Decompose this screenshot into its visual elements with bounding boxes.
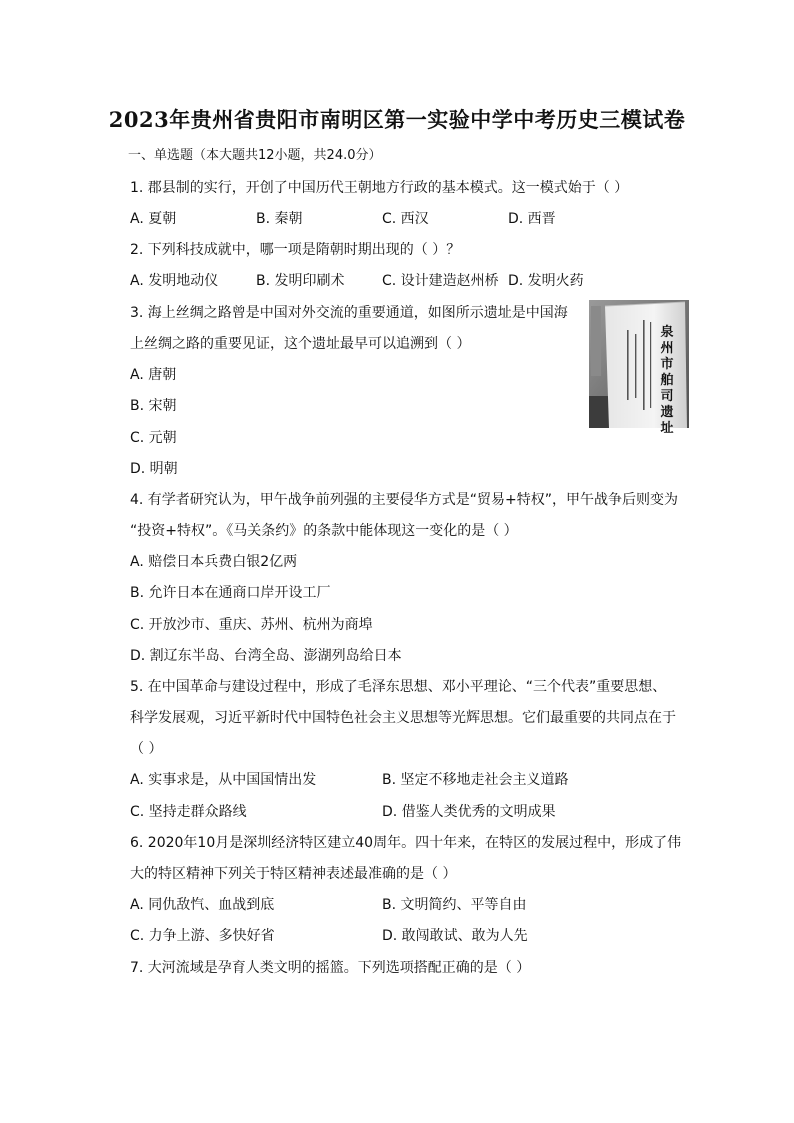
stele-char-4: 舶 bbox=[660, 373, 674, 388]
stele-char-6: 遗 bbox=[660, 405, 674, 420]
stele-inscription bbox=[659, 324, 673, 436]
question-2-stem: 2. 下列科技成就中，哪一项是隋朝时期出现的（ ）？ bbox=[130, 242, 461, 258]
question-4-option-a: A. 赔偿日本兵费白银2亿两 bbox=[130, 554, 298, 570]
question-5-option-d: D. 借鉴人类优秀的文明成果 bbox=[382, 804, 556, 820]
question-4-stem-line-2: “投资+特权”。《马关条约》的条款中能体现这一变化的是（ ） bbox=[130, 523, 518, 539]
stele-char-2: 州 bbox=[660, 341, 674, 356]
page-title: 2023年贵州省贵阳市南明区第一实验中学中考历史三模试卷 bbox=[108, 107, 686, 132]
section-heading: 一、单选题（本大题共12小题，共24.0分） bbox=[128, 148, 382, 163]
question-3-option-d: D. 明朝 bbox=[130, 461, 178, 477]
question-1-option-d: D. 西晋 bbox=[508, 211, 556, 227]
question-2-option-b: B. 发明印刷术 bbox=[256, 273, 345, 289]
question-3-option-c: C. 元朝 bbox=[130, 430, 177, 446]
question-2-option-c: C. 设计建造赵州桥 bbox=[382, 273, 499, 289]
question-3-stem-line-2: 上丝绸之路的重要见证，这个遗址最早可以追溯到（ ） bbox=[130, 336, 471, 352]
question-6-option-c: C. 力争上游、多快好省 bbox=[130, 928, 275, 944]
question-5-option-a: A. 实事求是，从中国国情出发 bbox=[130, 772, 317, 788]
stele-photo bbox=[589, 300, 689, 436]
stele-char-3: 市 bbox=[660, 357, 674, 372]
question-4-option-b: B. 允许日本在通商口岸开设工厂 bbox=[130, 585, 331, 601]
question-1-option-a: A. 夏朝 bbox=[130, 211, 177, 227]
stele-char-5: 司 bbox=[660, 389, 674, 404]
question-4-stem-line-1: 4. 有学者研究认为，甲午战争前列强的主要侵华方式是“贸易+特权”，甲午战争后则变为 bbox=[130, 492, 679, 508]
question-1-stem: 1. 郡县制的实行，开创了中国历代王朝地方行政的基本模式。这一模式始于（ ） bbox=[130, 180, 629, 196]
question-6-option-d: D. 敢闯敢试、敢为人先 bbox=[382, 928, 528, 944]
question-5-option-b: B. 坚定不移地走社会主义道路 bbox=[382, 772, 569, 788]
question-1-option-b: B. 秦朝 bbox=[256, 211, 303, 227]
question-5-stem-line-3: （ ） bbox=[130, 741, 163, 757]
question-3-stem-line-1: 3. 海上丝绸之路曾是中国对外交流的重要通道，如图所示遗址是中国海 bbox=[130, 305, 568, 321]
question-2-option-d: D. 发明火药 bbox=[508, 273, 584, 289]
question-6-option-a: A. 同仇敌忾、血战到底 bbox=[130, 897, 275, 913]
question-3-option-b: B. 宋朝 bbox=[130, 398, 177, 414]
question-2-option-a: A. 发明地动仪 bbox=[130, 273, 219, 289]
question-6-option-b: B. 文明简约、平等自由 bbox=[382, 897, 527, 913]
question-5-stem-line-2: 科学发展观，习近平新时代中国特色社会主义思想等光辉思想。它们最重要的共同点在于 bbox=[130, 710, 676, 726]
question-5-stem-line-1: 5. 在中国革命与建设过程中，形成了毛泽东思想、邓小平理论、“三个代表”重要思想、 bbox=[130, 679, 667, 695]
question-5-option-c: C. 坚持走群众路线 bbox=[130, 804, 247, 820]
question-6-stem-line-2: 大的特区精神下列关于特区精神表述最准确的是（ ） bbox=[130, 866, 457, 882]
question-4-option-c: C. 开放沙市、重庆、苏州、杭州为商埠 bbox=[130, 617, 373, 633]
question-7-stem: 7. 大河流域是孕育人类文明的摇篮。下列选项搭配正确的是（ ） bbox=[130, 960, 531, 976]
question-4-option-d: D. 割辽东半岛、台湾全岛、澎湖列岛给日本 bbox=[130, 648, 402, 664]
stele-char-7: 址 bbox=[660, 421, 674, 436]
stele-char-1: 泉 bbox=[660, 325, 674, 340]
question-6-stem-line-1: 6. 2020年10月是深圳经济特区建立40周年。四十年来，在特区的发展过程中，形成了伟 bbox=[130, 835, 682, 851]
question-3-option-a: A. 唐朝 bbox=[130, 367, 177, 383]
question-1-option-c: C. 西汉 bbox=[382, 211, 429, 227]
